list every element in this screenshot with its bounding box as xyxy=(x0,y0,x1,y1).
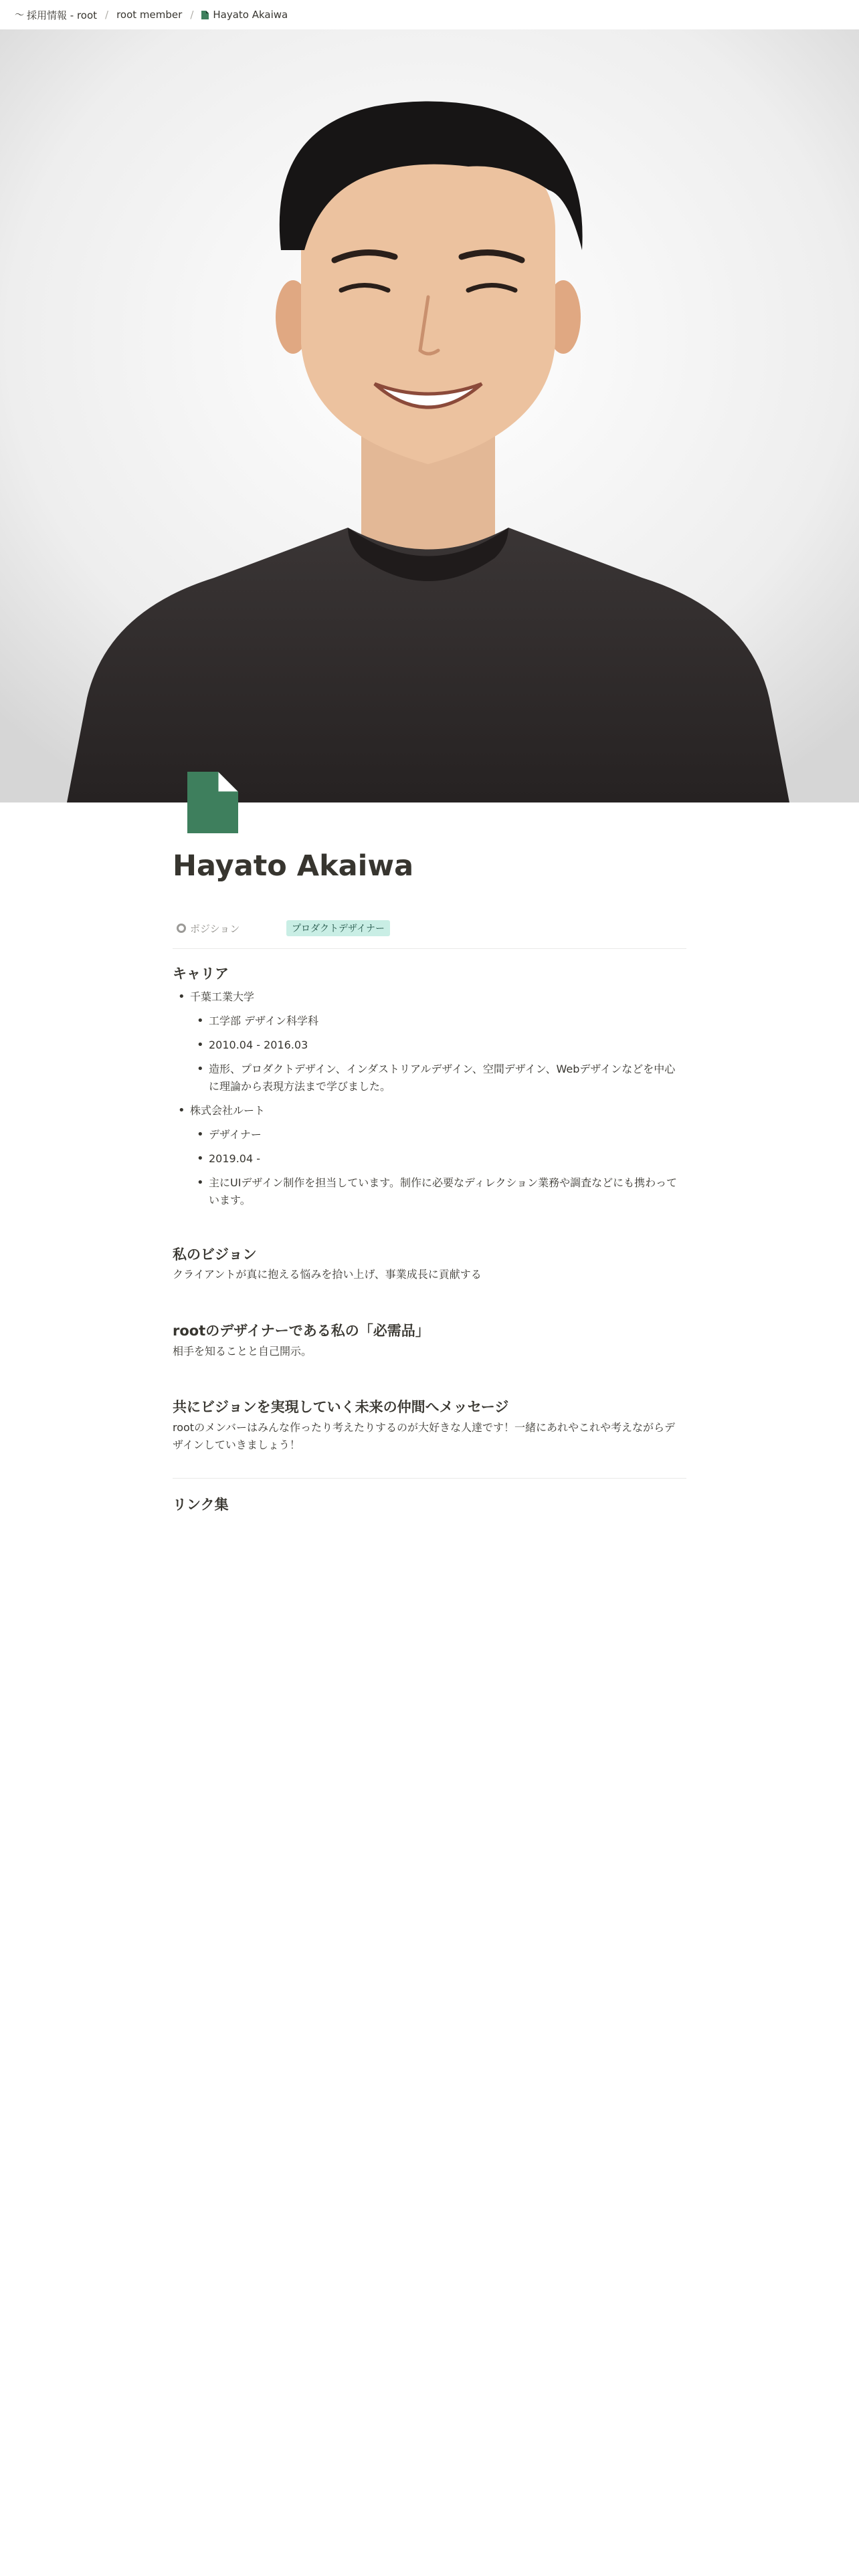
breadcrumb-item-root-member[interactable] xyxy=(112,6,186,23)
list-item: • 株式会社ルート xyxy=(173,1102,681,1119)
document-icon[interactable] xyxy=(187,772,238,833)
breadcrumb-label: Hayato Akaiwa xyxy=(213,9,288,21)
vision-text: クライアントが真に抱える悩みを拾い上げ、事業成長に貢献する xyxy=(173,1268,482,1281)
message-heading: 共にビジョンを実現していく未来の仲間へメッセージ xyxy=(173,1399,509,1415)
list-item: • 千葉工業大学 xyxy=(173,988,681,1006)
career-heading: キャリア xyxy=(173,966,229,982)
breadcrumb-label: root member xyxy=(116,9,183,21)
breadcrumb-separator: / xyxy=(190,9,194,21)
list-item: • 2010.04 - 2016.03 xyxy=(173,1037,681,1054)
vision-heading: 私のビジョン xyxy=(173,1247,257,1263)
section-divider xyxy=(173,1478,686,1479)
property-row-position xyxy=(173,915,686,942)
select-property-icon xyxy=(177,924,186,933)
list-item: • 2019.04 - xyxy=(173,1150,681,1168)
essential-text: 相手を知ることと自己開示。 xyxy=(173,1345,312,1358)
portrait-illustration xyxy=(0,29,859,802)
breadcrumb-label: 採用情報 - root xyxy=(27,9,98,21)
list-item: • デザイナー xyxy=(173,1126,681,1144)
breadcrumb xyxy=(0,0,859,29)
list-item: • 工学部 デザイン科学科 xyxy=(173,1012,681,1030)
breadcrumb-item-recruit[interactable] xyxy=(11,5,101,25)
list-item: • 造形、プロダクトデザイン、インダストリアルデザイン、空間デザイン、Webデザインなどを中心に理論から表現方法まで学びました。 xyxy=(173,1061,681,1095)
links-heading: リンク集 xyxy=(173,1497,229,1513)
properties-divider xyxy=(173,948,686,949)
career-list xyxy=(173,984,681,1216)
page-icon xyxy=(201,11,209,19)
message-text: rootのメンバーはみんな作ったり考えたりするのが大好きな人達です！一緒にあれやこれや考えながらデザインしていきましょう！ xyxy=(173,1421,675,1451)
root-logo-icon: 〜 xyxy=(15,10,23,21)
list-item: • 主にUIデザイン制作を担当しています。制作に必要なディレクション業務や調査などにも携わっています。 xyxy=(173,1174,681,1209)
breadcrumb-separator: / xyxy=(105,9,109,21)
page-title: Hayato Akaiwa xyxy=(173,849,414,883)
property-name[interactable] xyxy=(173,922,286,936)
property-label: ポジション xyxy=(190,922,240,935)
breadcrumb-item-current-page[interactable] xyxy=(197,6,292,23)
cover-photo[interactable] xyxy=(0,29,859,802)
essential-heading: rootのデザイナーである私の「必需品」 xyxy=(173,1323,430,1339)
position-tag[interactable]: プロダクトデザイナー xyxy=(286,920,390,936)
